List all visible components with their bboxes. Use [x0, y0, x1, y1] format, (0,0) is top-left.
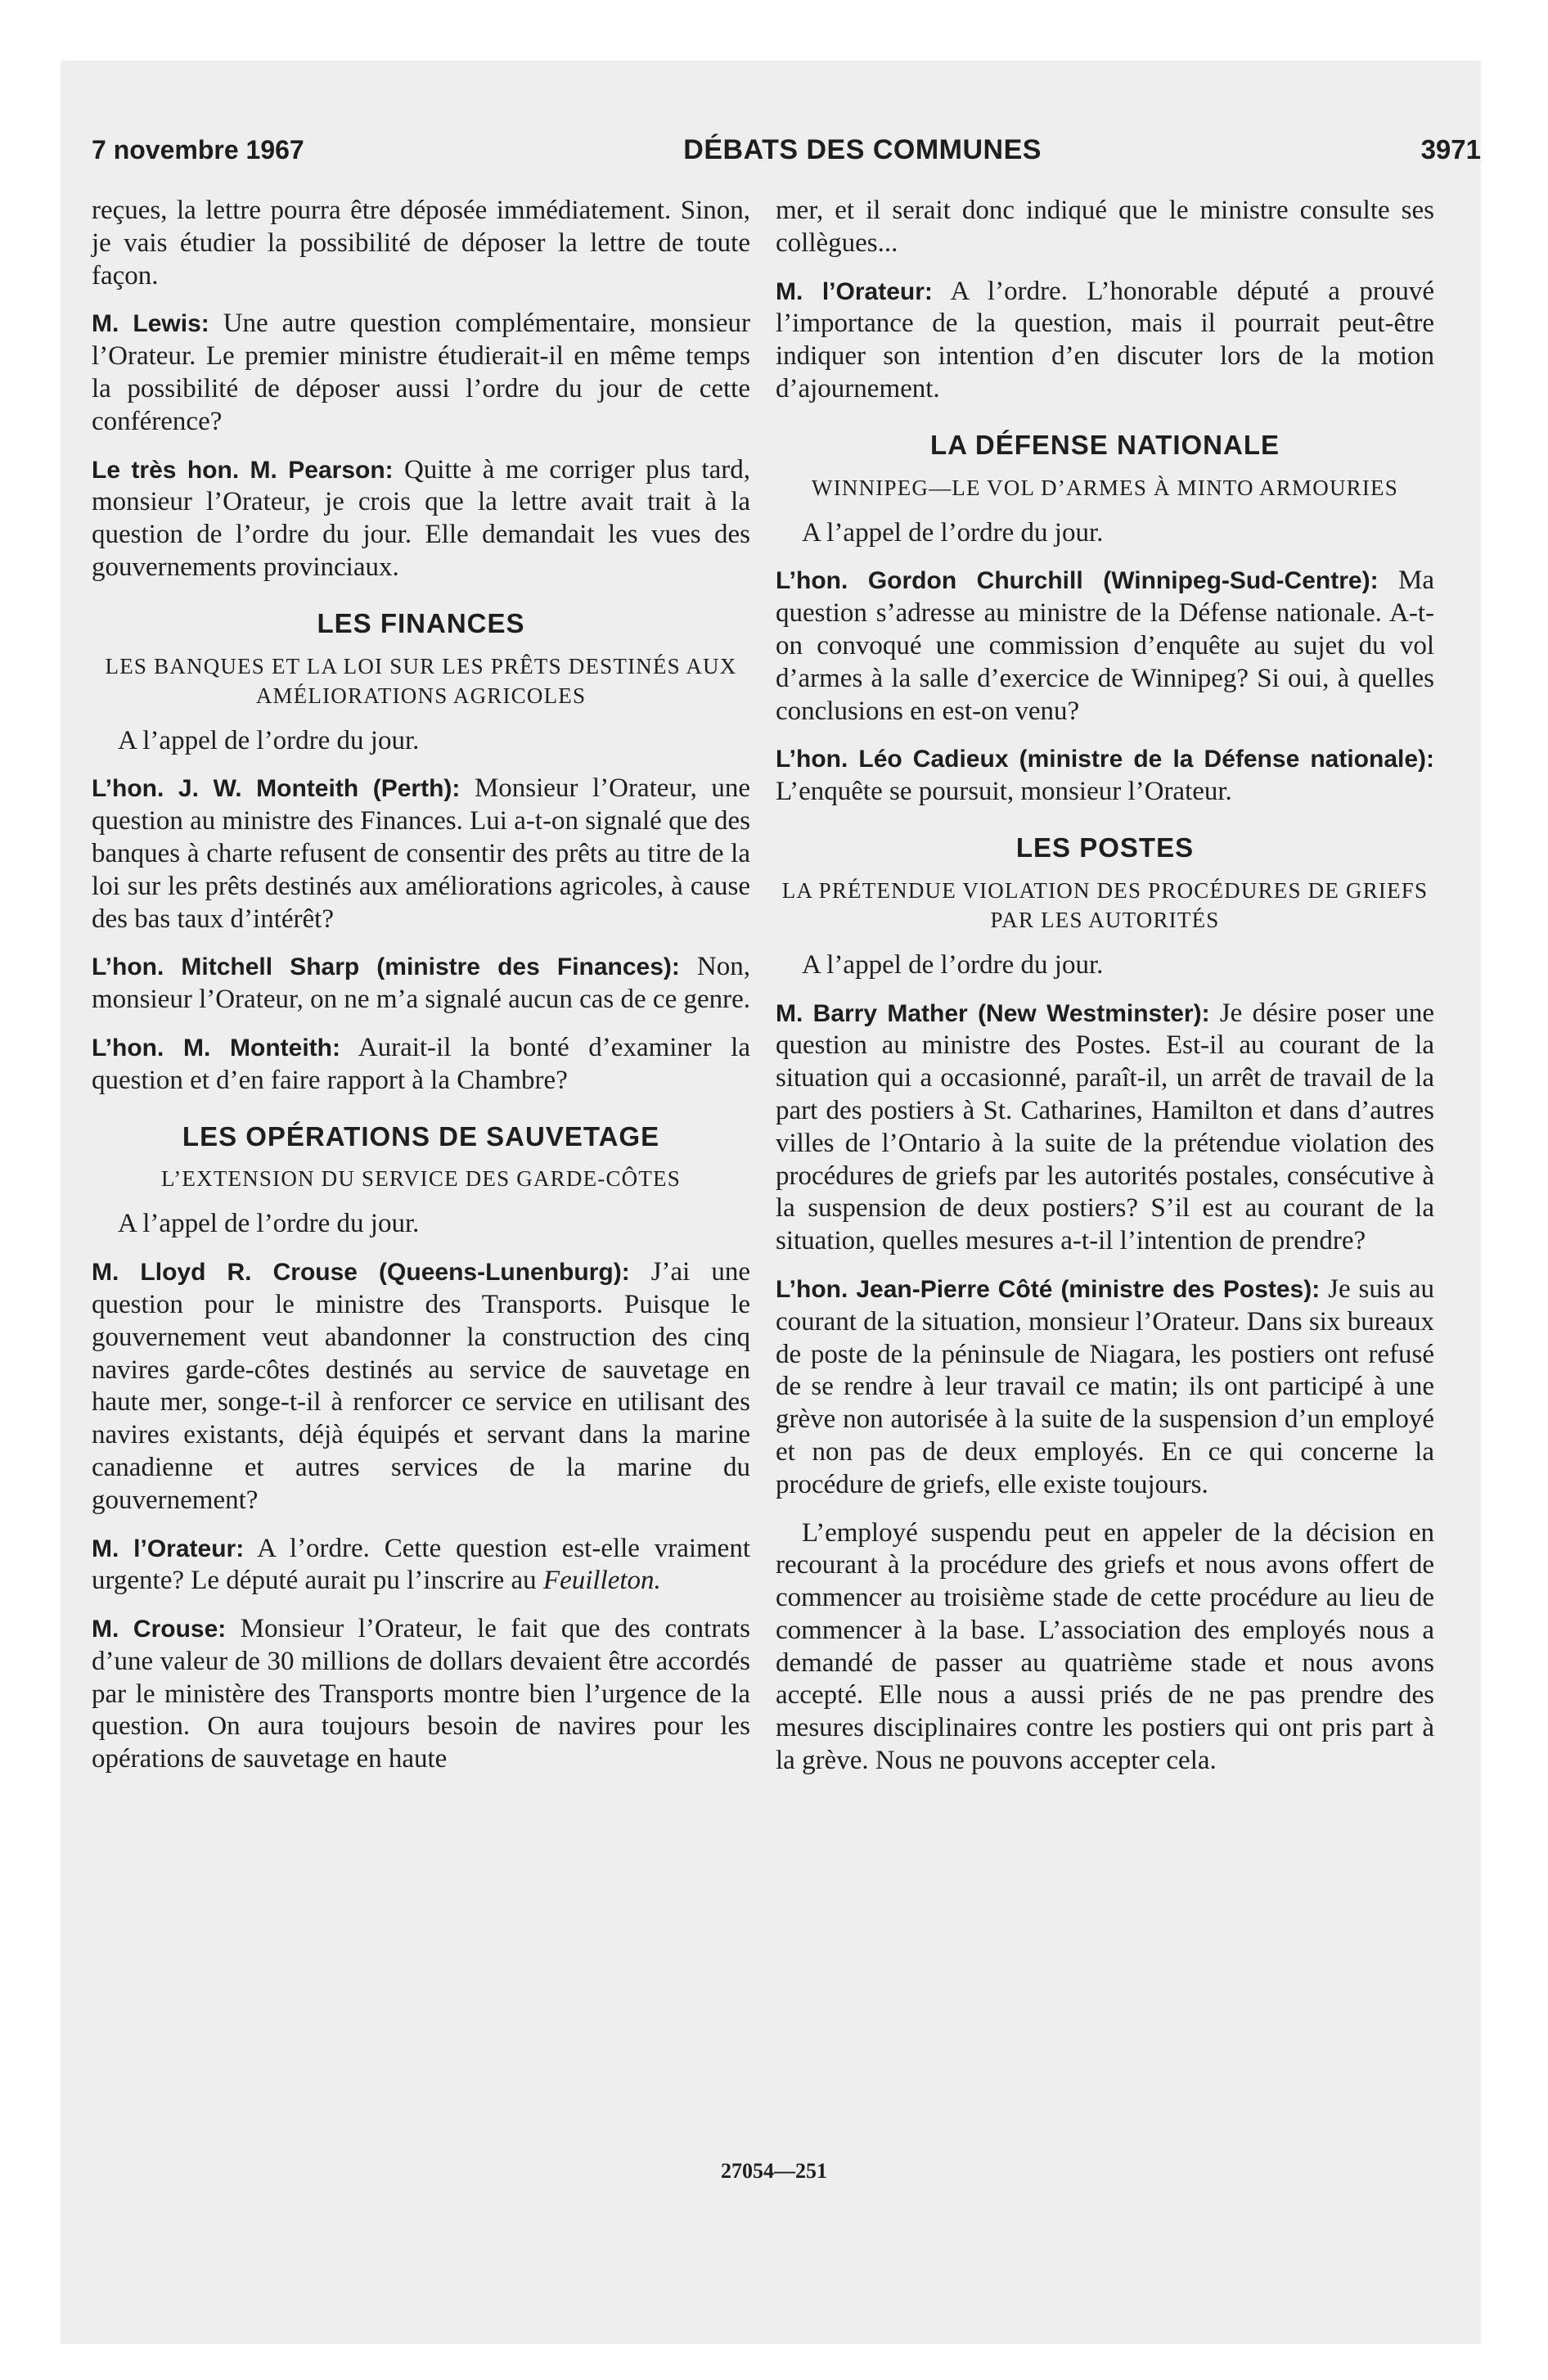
- page-header: [92, 134, 1481, 175]
- speaker-name: L’hon. Gordon Churchill (Winnipeg-Sud-Centre):: [776, 567, 1379, 595]
- header-date: 7 novembre 1967: [92, 135, 304, 165]
- paragraph-text: Aurait-il la bonté d’examiner la question et d’en faire rapport à la Chambre?: [92, 1032, 750, 1095]
- paragraph-text: Je suis au courant de la situation, monsieur l’Orateur. Dans six bureaux de poste de la péninsule de Niagara, les postiers ont refusé de se rendre à leur travail ce matin; ils ont participé à une grève non autorisée à la suite de la suspension d’un employé et non pas de deux employés. En ce qui concerne la procédure de griefs, elle existe toujours.: [776, 1273, 1434, 1499]
- paragraph: [92, 454, 750, 584]
- agenda-line: A l’appel de l’ordre du jour.: [118, 1209, 420, 1239]
- paragraph-text: Une autre question complémentaire, monsieur l’Orateur. Le premier ministre étudierait-il en même temps la possibilité de déposer aussi l’ordre du jour de cette conférence?: [92, 309, 751, 436]
- header-page-number: 3971: [1420, 134, 1481, 165]
- speaker-name: L’hon. Mitchell Sharp (ministre des Finances):: [92, 953, 680, 981]
- paragraph-text: Ma question s’adresse au ministre de la Défense nationale. A-t-on convoqué une commission d’enquête au sujet du vol d’armes à la salle d’exercice de Winnipeg? Si oui, à quelles conclusions en est-on venu?: [776, 566, 1434, 726]
- paragraph-text: Monsieur l’Orateur, le fait que des contrats d’une valeur de 30 millions de dollars devaient être accordés par le ministère des Transports montre bien l’urgence de la question. On aura toujours besoin de navires pour les opérations de sauvetage en haute: [92, 1614, 750, 1774]
- speaker-name: L’hon. Jean-Pierre Côté (ministre des Postes):: [776, 1275, 1321, 1303]
- paragraph-text: Monsieur l’Orateur, une question au ministre des Finances. Lui a-t-on signalé que des banques à charte refusent de consentir des prêts au titre de la loi sur les prêts destinés aux améliorations agricoles, à cause des bas taux d’intérêt?: [92, 773, 751, 934]
- subheading-banques: LES BANQUES ET LA LOI SUR LES PRÊTS DESTINÉS AUX AMÉLIORATIONS AGRICOLES: [105, 653, 737, 708]
- speaker-name: M. Barry Mather (New Westminster):: [776, 999, 1210, 1027]
- speaker-name: L’hon. J. W. Monteith (Perth):: [92, 775, 461, 803]
- paragraph: [776, 1273, 1434, 1502]
- speaker-name: M. l’Orateur:: [776, 277, 933, 305]
- paragraph-text: reçues, la lettre pourra être déposée immédiatement. Sinon, je vais étudier la possibilité de déposer la lettre de toute façon.: [92, 196, 750, 291]
- paragraph-text: A l’ordre. L’honorable député a prouvé l’importance de la question, mais il pourrait peut-être indiquer son intention d’en discuter lors de la motion d’ajournement.: [776, 276, 1434, 403]
- paragraph: [92, 951, 750, 1016]
- paragraph-text: L’employé suspendu peut en appeler de la décision en recourant à la procédure des griefs et nous avons offert de commencer au troisième stade de cette procédure au lieu de commencer à la base. L’association des employés nous a demandé de passer au quatrième stade et nous avons accepté. Elle nous a aussi priés de ne pas prendre des mesures disciplinaires contre les postiers qui ont pris part à la grève. Nous ne pouvons accepter cela.: [776, 1517, 1434, 1776]
- paragraph: [92, 1533, 750, 1598]
- paragraph: [92, 773, 750, 935]
- paragraph: [776, 276, 1434, 406]
- speaker-name: L’hon. Léo Cadieux (ministre de la Défense nationale):: [776, 746, 1434, 773]
- section-heading-postes: LES POSTES: [1015, 832, 1195, 863]
- speaker-name: Le très hon. M. Pearson:: [92, 456, 394, 484]
- section-heading-sauvetage: LES OPÉRATIONS DE SAUVETAGE: [182, 1120, 660, 1152]
- paragraph-text: Non, monsieur l’Orateur, on ne m’a signalé aucun cas de ce genre.: [92, 952, 751, 1015]
- paragraph: [92, 195, 750, 292]
- speaker-name: M. Lewis:: [92, 310, 209, 338]
- subheading-winnipeg: WINNIPEG—LE VOL D’ARMES À MINTO ARMOURIES: [812, 475, 1398, 500]
- subheading-griefs: LA PRÉTENDUE VIOLATION DES PROCÉDURES DE GRIEFS PAR LES AUTORITÉS: [781, 877, 1429, 932]
- paragraph: [92, 1256, 750, 1517]
- speaker-name: M. Crouse:: [92, 1616, 227, 1643]
- italic-text: Feuilleton.: [542, 1566, 661, 1596]
- header-journal-title: DÉBATS DES COMMUNES: [683, 134, 1042, 165]
- speaker-name: M. Lloyd R. Crouse (Queens-Lunenburg):: [92, 1259, 630, 1287]
- paragraph: [776, 998, 1434, 1258]
- paragraph: [92, 308, 750, 438]
- paragraph-text: L’enquête se poursuit, monsieur l’Orateur.: [776, 777, 1232, 807]
- paragraph-text: A l’ordre. Cette question est-elle vraiment urgente? Le député aurait pu l’inscrire au: [92, 1533, 750, 1596]
- paragraph: [776, 565, 1434, 728]
- agenda-line: A l’appel de l’ordre du jour.: [802, 517, 1104, 548]
- speaker-name: M. l’Orateur:: [92, 1535, 245, 1562]
- speaker-name: L’hon. M. Monteith:: [92, 1034, 340, 1062]
- agenda-line: A l’appel de l’ordre du jour.: [802, 949, 1104, 980]
- paragraph-text: J’ai une question pour le ministre des Transports. Puisque le gouvernement veut abandonner la construction des cinq navires garde-côtes destinés au service de sauvetage en haute mer, songe-t-il à renforcer ce service en utilisant des navires existants, déjà équipés et servant dans la marine canadienne et autres services de la marine du gouvernement?: [92, 1257, 750, 1515]
- subheading-garde-cotes: L’EXTENSION DU SERVICE DES GARDE-CÔTES: [161, 1166, 681, 1192]
- paragraph: [92, 1613, 750, 1776]
- left-column: [92, 195, 750, 1792]
- agenda-line: A l’appel de l’ordre du jour.: [118, 725, 420, 755]
- paragraph: [776, 743, 1434, 809]
- paragraph: [776, 195, 1434, 260]
- paragraph-text: mer, et il serait donc indiqué que le ministre consulte ses collègues...: [776, 196, 1434, 258]
- paragraph: [776, 1517, 1434, 1778]
- paragraph-text: Je désire poser une question au ministre des Postes. Est-il au courant de la situation qui a occasionné, paraît-il, un arrêt de travail de la part des postiers à St. Catharines, Hamilton et dans d’autres villes de l’Ontario à la suite de la prétendue violation des procédures de griefs par les autorités postales, consécutive à la suspension de deux postiers? S’il est au courant de la situation, quelles mesures a-t-il l’intention de prendre?: [776, 998, 1434, 1256]
- right-column: [776, 195, 1434, 1793]
- section-heading-finances: LES FINANCES: [317, 607, 525, 638]
- paragraph: [92, 1032, 750, 1098]
- paragraph-text: Quitte à me corriger plus tard, monsieur l’Orateur, je crois que la lettre avait trait à la question de l’ordre du jour. Elle demandait les vues des gouvernements provinciaux.: [92, 454, 750, 582]
- footer-print-code: 27054—251: [721, 2159, 827, 2183]
- section-heading-defense: LA DÉFENSE NATIONALE: [929, 429, 1280, 460]
